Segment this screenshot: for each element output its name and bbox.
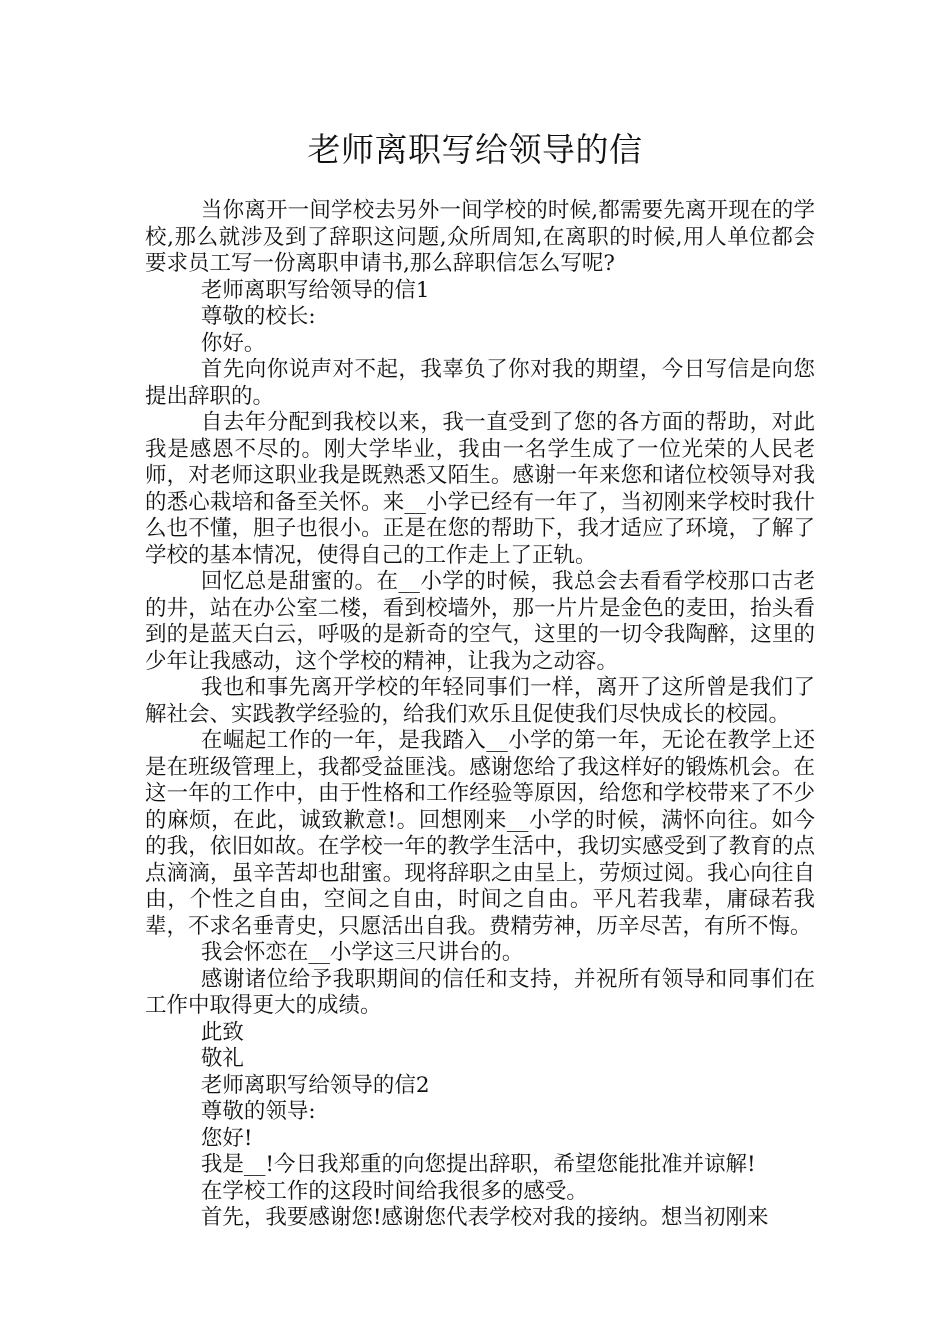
paragraph-intro: 当你离开一间学校去另外一间学校的时候,都需要先离开现在的学校,那么就涉及到了辞职这问题,众所周知,在离职的时候,用人单位都会要求员工写一份离职申请书,那么辞职信怎么写呢? (145, 198, 815, 276)
paragraph: 在学校工作的这段时间给我很多的感受。 (200, 1178, 588, 1204)
letter-1-heading: 老师离职写给领导的信1 (200, 277, 430, 303)
paragraph: 我是__!今日我郑重的向您提出辞职，希望您能批准并谅解! (200, 1152, 756, 1177)
paragraph: 自去年分配到我校以来，我一直受到了您的各方面的帮助，对此我是感恩不尽的。刚大学毕业，我由一名学生成了一位光荣的人民老师，对老师这职业我是既熟悉又陌生。感谢一年来您和诸位校领导对我的悉心栽培和备至关怀。来__小学已经有一年了，当初刚来学校时我什么也不懂，胆子也很小。正是在您的帮助下，我才适应了环境，了解了学校的基本情况，使得自己的工作走上了正轨。 (145, 410, 815, 568)
paragraph: 我也和事先离开学校的年轻同事们一样，离开了这所曾是我们了解社会、实践教学经验的，给我们欢乐且促使我们尽快成长的校园。 (145, 675, 815, 727)
paragraph: 我会怀恋在__小学这三尺讲台的。 (200, 940, 524, 965)
paragraph: 首先向你说声对不起，我辜负了你对我的期望，今日写信是向您提出辞职的。 (145, 357, 815, 409)
paragraph: 回忆总是甜蜜的。在__小学的时候，我总会去看看学校那口古老的井，站在办公室二楼，看到校墙外，那一片片是金色的麦田，抬头看到的是蓝天白云，呼吸的是新奇的空气，这里的一切令我陶醉，这里的少年让我感动，这个学校的精神，让我为之动容。 (145, 569, 815, 674)
paragraph: 在崛起工作的一年，是我踏入__小学的第一年，无论在教学上还是在班级管理上，我都受益匪浅。感谢您给了我这样好的锻炼机会。在这一年的工作中，由于性格和工作经验等原因，给您和学校带来了不少的麻烦，在此，诚致歉意!。回想刚来__小学的时候，满怀向往。如今的我，依旧如故。在学校一年的教学生活中，我切实感受到了教育的点点滴滴，虽辛苦却也甜蜜。现将辞职之由呈上，劳烦过阅。我心向往自由，个性之自由，空间之自由，时间之自由。平凡若我辈，庸碌若我辈，不求名垂青史，只愿活出自我。费精劳神，历辛尽苦，有所不悔。 (145, 728, 815, 939)
letter-body (145, 198, 815, 1232)
letter-1-greeting: 你好。 (200, 330, 266, 356)
closing-line: 敬礼 (200, 1046, 244, 1071)
page-title: 老师离职写给领导的信 (307, 130, 643, 169)
letter-2-salutation: 尊敬的领导: (200, 1099, 316, 1124)
paragraph: 感谢诸位给予我职期间的信任和支持，并祝所有领导和同事们在工作中取得更大的成绩。 (145, 966, 815, 1018)
paragraph: 首先，我要感谢您!感谢您代表学校对我的接纳。想当初刚来 (200, 1205, 769, 1230)
letter-1-salutation: 尊敬的校长: (200, 304, 316, 329)
letter-2-greeting: 您好! (200, 1125, 253, 1151)
letter-2-heading: 老师离职写给领导的信2 (200, 1072, 430, 1098)
closing-line: 此致 (200, 1019, 244, 1045)
